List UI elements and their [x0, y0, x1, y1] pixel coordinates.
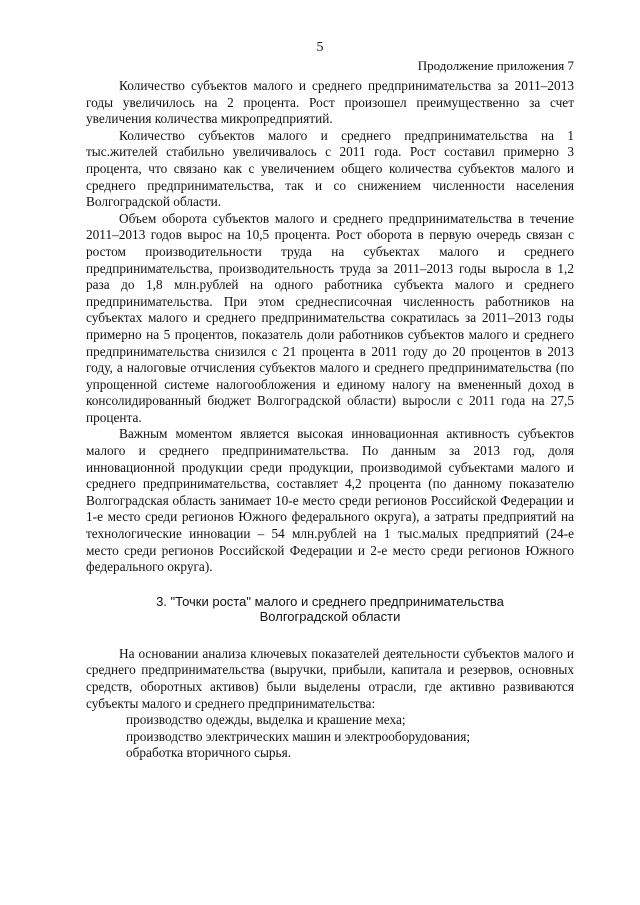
paragraph-3: Объем оборота субъектов малого и среднего предпринимательства в течение 2011–2013 годов вырос на 10,5 процента. Рост оборота в первую очередь связан с ростом производительности труда на субъектах малого и среднего предпринимательства, производительность труда за 2011–2013 годы выросла в 1,2 раза до 1,8 млн.рублей на одного работника субъекта малого и среднего предпринимательства. При этом среднесписочная численность работников на субъектах малого и среднего предпринимательства сократилась за 2011–2013 годы примерно на 5 процентов, показатель доли работников субъектов малого и среднего предпринимательства снизился с 21 процента в 2011 году до 20 процентов в 2013 году, а налоговые отчисления субъектов малого и среднего предпринимательства (по упрощенной системе налогообложения и единому налогу на вмененный доход в консолидированный бюджет Волгоградской области) выросли с 2011 года на 27,5 процента. — [86, 210, 574, 425]
paragraph-2: Количество субъектов малого и среднего предпринимательства на 1 тыс.жителей стабильно увеличивалось с 2011 года. Рост составил примерно 3 процента, что связано как с увеличением общего количества субъектов малого и среднего предпринимательства, так и со снижением численности населения Волгоградской области. — [86, 127, 574, 210]
section-heading — [86, 594, 574, 624]
section-heading-line-1: 3. "Точки роста" малого и среднего предпринимательства — [156, 593, 504, 609]
paragraph-4: Важным моментом является высокая инновационная активность субъектов малого и среднего предпринимательства. По данным за 2013 год, доля инновационной продукции среди продукции, производимой субъектами малого и среднего предпринимательства, составляет 4,2 процента (по данному показателю Волгоградская область занимает 10-е место среди регионов Российской Федерации и 1-е место среди регионов Южного федерального округа), а затраты предприятий на технологические инновации – 54 млн.рублей на 1 тыс.малых предприятий (24-е место среди регионов Российской Федерации и 2-е место среди регионов Южного федерального округа). — [86, 426, 574, 575]
section-heading-line-2: Волгоградской области — [259, 608, 401, 624]
list-item: обработка вторичного сырья. — [126, 745, 292, 761]
section-paragraph: На основании анализа ключевых показателей деятельности субъектов малого и среднего предпринимательства (выручки, прибыли, капитала и резервов, основных средств, оборотных активов) были выделены отрасли, где активно развиваются субъекты малого и среднего предпринимательства: — [86, 645, 574, 711]
page-number: 5 — [316, 40, 324, 55]
document-body — [86, 78, 574, 762]
list-item: производство одежды, выделка и крашение меха; — [126, 712, 406, 728]
appendix-note: Продолжение приложения 7 — [417, 58, 574, 73]
paragraph-1: Количество субъектов малого и среднего предпринимательства за 2011–2013 годы увеличилось на 2 процента. Рост произошел преимущественно за счет увеличения количества микропредприятий. — [86, 78, 574, 127]
list-item: производство электрических машин и электрооборудования; — [126, 728, 471, 744]
